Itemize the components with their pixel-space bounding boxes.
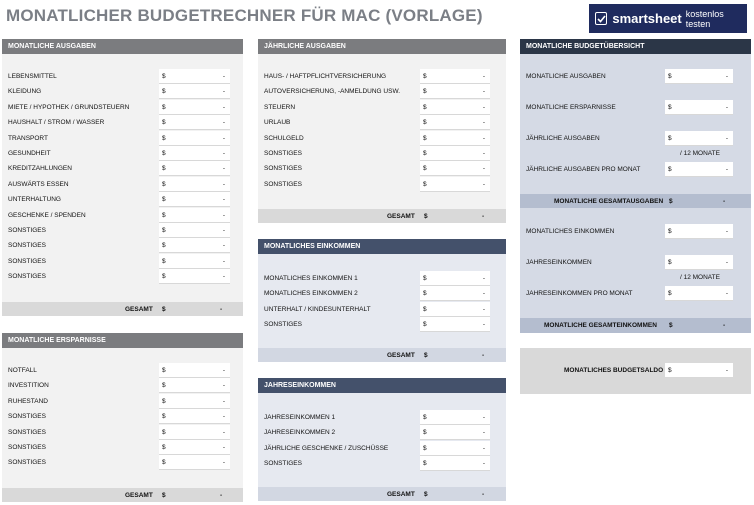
amount-value: - [222, 459, 225, 467]
row-label: SONSTIGES [264, 165, 302, 173]
row-label: AUSWÄRTS ESSEN [8, 180, 69, 188]
list-item [258, 146, 506, 161]
amount-cell[interactable] [159, 161, 230, 176]
amount-value: - [222, 257, 225, 265]
amount-value: - [482, 429, 485, 437]
row-label: SONSTIGES [264, 460, 302, 468]
list-item [258, 271, 506, 286]
currency-symbol: $ [424, 352, 428, 359]
currency-symbol: $ [423, 321, 427, 329]
list-item [258, 456, 506, 471]
list-item [2, 161, 243, 176]
row-label: GESUNDHEIT [8, 150, 51, 157]
currency-symbol: $ [669, 322, 673, 329]
budget-balance-cell[interactable] [665, 363, 733, 378]
currency-symbol: $ [423, 88, 427, 96]
currency-symbol: $ [162, 257, 166, 265]
total-label: MONATLICHE GESAMTAUSGABEN [554, 198, 664, 205]
checkmark-icon [595, 12, 607, 25]
amount-value: - [482, 414, 485, 421]
list-item [2, 409, 243, 424]
monthly-savings-panel [2, 333, 243, 503]
currency-symbol: $ [423, 460, 427, 468]
amount-cell[interactable] [420, 131, 490, 146]
amount-value: - [222, 134, 225, 142]
monthly-expenses-panel [2, 39, 243, 317]
amount-cell[interactable] [665, 224, 733, 239]
list-item [2, 254, 243, 269]
row-label: URLAUB [264, 119, 291, 127]
amount-cell[interactable] [420, 425, 490, 440]
monthly-income-heading: MONATLICHES EINKOMMEN [258, 239, 506, 254]
total-label: GESAMT [387, 491, 415, 498]
amount-cell[interactable] [665, 286, 733, 301]
total-label: MONATLICHE GESAMTEINKOMMEN [544, 322, 657, 329]
amount-cell[interactable] [159, 394, 230, 409]
budget-overview-heading: MONATLICHE BUDGETÜBERSICHT [520, 39, 751, 54]
amount-value: - [222, 73, 225, 80]
amount-cell[interactable] [159, 115, 230, 130]
currency-symbol: $ [423, 180, 427, 188]
per-12-months-note: / 12 MONATE [680, 274, 720, 281]
currency-symbol: $ [423, 165, 427, 173]
amount-cell[interactable] [159, 100, 230, 115]
amount-cell[interactable] [159, 223, 230, 238]
amount-cell[interactable] [420, 456, 490, 471]
amount-cell[interactable] [665, 131, 733, 146]
amount-value: - [725, 367, 728, 374]
currency-symbol: $ [162, 492, 166, 499]
amount-value: - [482, 134, 485, 142]
currency-symbol: $ [423, 290, 427, 298]
amount-value: - [222, 273, 225, 281]
amount-cell[interactable] [665, 69, 733, 84]
currency-symbol: $ [162, 367, 166, 374]
row-label: JAHRESEINKOMMEN 1 [264, 414, 336, 421]
currency-symbol: $ [423, 444, 427, 452]
overview-row [520, 286, 751, 301]
currency-symbol: $ [423, 73, 427, 80]
amount-value: - [222, 242, 225, 250]
currency-symbol: $ [162, 444, 166, 451]
amount-cell[interactable] [159, 238, 230, 253]
amount-value: - [222, 382, 225, 390]
row-label: STEUERN [264, 103, 296, 111]
currency-symbol: $ [162, 459, 166, 467]
monthly-savings-heading: MONATLICHE ERSPARNISSE [2, 333, 243, 348]
amount-cell[interactable] [159, 254, 230, 269]
list-item [258, 84, 506, 99]
amount-cell[interactable] [159, 378, 230, 393]
list-item [2, 269, 243, 284]
currency-symbol: $ [424, 213, 428, 220]
list-item [2, 223, 243, 238]
monthly-income-panel [258, 239, 506, 363]
amount-cell[interactable] [159, 84, 230, 99]
list-item [258, 115, 506, 130]
currency-symbol: $ [162, 103, 166, 111]
amount-value: - [222, 227, 225, 234]
annual-income-panel [258, 378, 506, 502]
amount-cell[interactable] [420, 146, 490, 161]
amount-value: - [482, 119, 485, 127]
amount-cell[interactable] [420, 69, 490, 84]
total-label: GESAMT [125, 306, 153, 313]
total-label: GESAMT [387, 213, 415, 220]
list-item [258, 425, 506, 440]
amount-cell[interactable] [420, 410, 490, 425]
currency-symbol: $ [162, 134, 166, 142]
total-value: - [482, 352, 485, 359]
row-label: MONATLICHES EINKOMMEN [526, 228, 615, 235]
currency-symbol: $ [668, 104, 672, 111]
amount-cell[interactable] [665, 100, 733, 115]
total-value: - [482, 213, 485, 220]
currency-symbol: $ [423, 305, 427, 313]
currency-symbol: $ [669, 198, 673, 205]
list-item [2, 146, 243, 161]
amount-cell[interactable] [420, 161, 490, 176]
amount-value: - [222, 165, 225, 173]
row-label: JAHRESEINKOMMEN PRO MONAT [526, 290, 633, 297]
annual-expenses-total-row [258, 209, 506, 223]
currency-symbol: $ [162, 413, 166, 421]
budget-balance-label: MONATLICHES BUDGETSALDO [564, 367, 664, 374]
list-item [2, 208, 243, 223]
currency-symbol: $ [162, 73, 166, 80]
budget-overview-panel [520, 39, 751, 333]
currency-symbol: $ [423, 103, 427, 111]
currency-symbol: $ [162, 428, 166, 436]
row-label: SONSTIGES [264, 180, 302, 188]
monthly-expenses-heading: MONATLICHE AUSGABEN [2, 39, 243, 54]
currency-symbol: $ [162, 211, 166, 219]
amount-cell[interactable] [420, 84, 490, 99]
total-value: - [220, 306, 223, 313]
list-item [2, 69, 243, 84]
amount-cell[interactable] [159, 409, 230, 424]
amount-cell[interactable] [159, 177, 230, 192]
annual-income-heading: JAHRESEINKOMMEN [258, 378, 506, 393]
total-value: - [723, 322, 726, 329]
amount-cell[interactable] [159, 208, 230, 223]
annual-expenses-heading: JÄHRLICHE AUSGABEN [258, 39, 506, 54]
amount-value: - [222, 413, 225, 421]
brand-name: smartsheet [612, 11, 682, 26]
amount-value: - [222, 196, 225, 204]
row-label: SONSTIGES [8, 428, 46, 436]
row-label: LEBENSMITTEL [8, 73, 57, 80]
overview-row [520, 224, 751, 239]
row-label: SONSTIGES [8, 257, 46, 265]
currency-symbol: $ [423, 414, 427, 421]
overview-row [520, 162, 751, 177]
monthly-income-total-row [258, 348, 506, 362]
amount-value: - [482, 460, 485, 468]
row-label: JAHRESEINKOMMEN 2 [264, 429, 336, 437]
row-label: SONSTIGES [8, 273, 46, 281]
currency-symbol: $ [668, 166, 672, 173]
currency-symbol: $ [668, 228, 672, 235]
amount-value: - [482, 275, 485, 282]
amount-cell[interactable] [159, 440, 230, 455]
amount-cell[interactable] [420, 115, 490, 130]
list-item [258, 161, 506, 176]
row-label: KLEIDUNG [8, 88, 42, 96]
overview-row [520, 131, 751, 146]
amount-cell[interactable] [159, 425, 230, 440]
annual-income-total-row [258, 487, 506, 501]
row-label: MONATLICHE AUSGABEN [526, 73, 606, 80]
amount-cell[interactable] [159, 363, 230, 378]
amount-value: - [222, 367, 225, 374]
amount-value: - [725, 259, 728, 266]
currency-symbol: $ [162, 165, 166, 173]
currency-symbol: $ [162, 273, 166, 281]
amount-value: - [725, 73, 728, 80]
row-label: HAUSHALT / STROM / WASSER [8, 119, 105, 127]
row-label: TRANSPORT [8, 134, 48, 142]
row-label: UNTERHALT / KINDESUNTERHALT [264, 305, 371, 313]
currency-symbol: $ [162, 306, 166, 313]
currency-symbol: $ [162, 242, 166, 250]
row-label: MONATLICHES EINKOMMEN 2 [264, 290, 358, 298]
list-item [2, 425, 243, 440]
amount-value: - [725, 290, 728, 297]
list-item [258, 177, 506, 192]
amount-cell[interactable] [159, 192, 230, 207]
total-label: GESAMT [387, 352, 415, 359]
amount-value: - [482, 150, 485, 157]
amount-value: - [482, 305, 485, 313]
row-label: SONSTIGES [8, 242, 46, 250]
row-label: SONSTIGES [264, 321, 302, 329]
row-label: JÄHRLICHE AUSGABEN [526, 135, 600, 142]
currency-symbol: $ [668, 259, 672, 266]
list-item [2, 455, 243, 470]
amount-cell[interactable] [420, 317, 490, 332]
amount-value: - [482, 444, 485, 452]
currency-symbol: $ [162, 119, 166, 127]
row-label: SONSTIGES [8, 444, 46, 451]
row-label: UNTERHALTUNG [8, 196, 61, 204]
amount-value: - [222, 428, 225, 436]
row-label: HAUS- / HAFTPFLICHTVERSICHERUNG [264, 73, 387, 80]
row-label: SONSTIGES [8, 227, 46, 234]
amount-cell[interactable] [420, 441, 490, 456]
amount-value: - [725, 166, 728, 173]
row-label: SONSTIGES [8, 413, 46, 421]
amount-cell[interactable] [420, 177, 490, 192]
row-label: RUHESTAND [8, 397, 48, 405]
currency-symbol: $ [423, 150, 427, 157]
amount-value: - [725, 228, 728, 235]
row-label: MIETE / HYPOTHEK / GRUNDSTEUERN [8, 103, 130, 111]
row-label: INVESTITION [8, 382, 49, 390]
currency-symbol: $ [162, 227, 166, 234]
overview-row [520, 100, 751, 115]
row-label: SONSTIGES [8, 459, 46, 467]
amount-value: - [482, 321, 485, 329]
currency-symbol: $ [423, 119, 427, 127]
list-item [2, 84, 243, 99]
amount-value: - [482, 73, 485, 80]
list-item [258, 100, 506, 115]
list-item [2, 440, 243, 455]
currency-symbol: $ [162, 196, 166, 204]
budget-balance-panel [520, 348, 751, 394]
amount-value: - [222, 88, 225, 96]
row-label: NOTFALL [8, 367, 37, 374]
currency-symbol: $ [668, 135, 672, 142]
amount-cell[interactable] [420, 271, 490, 286]
amount-value: - [482, 165, 485, 173]
row-label: GESCHENKE / SPENDEN [8, 211, 86, 219]
row-label: MONATLICHES EINKOMMEN 1 [264, 275, 358, 282]
currency-symbol: $ [423, 429, 427, 437]
row-label: JÄHRLICHE GESCHENKE / ZUSCHÜSSE [264, 444, 389, 452]
list-item [2, 363, 243, 378]
amount-value: - [222, 397, 225, 405]
currency-symbol: $ [423, 275, 427, 282]
total-monthly-expenses-row [520, 194, 751, 208]
monthly-savings-total-row [2, 488, 243, 502]
list-item [2, 115, 243, 130]
amount-value: - [222, 211, 225, 219]
amount-cell[interactable] [665, 162, 733, 177]
amount-value: - [482, 88, 485, 96]
list-item [2, 192, 243, 207]
amount-cell[interactable] [159, 455, 230, 470]
list-item [258, 131, 506, 146]
amount-value: - [725, 104, 728, 111]
currency-symbol: $ [162, 88, 166, 96]
list-item [2, 100, 243, 115]
brand-cta: kostenlos testen [685, 8, 724, 29]
list-item [258, 410, 506, 425]
row-label: AUTOVERSICHERUNG, -ANMELDUNG USW. [264, 88, 401, 96]
total-monthly-income-row [520, 318, 751, 333]
row-label: SONSTIGES [264, 150, 302, 157]
total-value: - [482, 491, 485, 498]
amount-cell[interactable] [665, 255, 733, 270]
list-item [258, 302, 506, 317]
row-label: SCHULGELD [264, 134, 304, 142]
currency-symbol: $ [162, 382, 166, 390]
page-title: MONATLICHER BUDGETRECHNER FÜR MAC (VORLAGE) [6, 6, 483, 25]
overview-row [520, 255, 751, 270]
list-item [2, 238, 243, 253]
amount-cell[interactable] [159, 69, 230, 84]
amount-value: - [482, 290, 485, 298]
amount-value: - [482, 103, 485, 111]
per-12-months-note: / 12 MONATE [680, 150, 720, 157]
row-label: JÄHRLICHE AUSGABEN PRO MONAT [526, 166, 641, 173]
amount-value: - [222, 119, 225, 127]
total-value: - [220, 492, 223, 499]
currency-symbol: $ [668, 290, 672, 297]
monthly-expenses-total-row [2, 302, 243, 316]
list-item [2, 131, 243, 146]
amount-cell[interactable] [420, 100, 490, 115]
amount-cell[interactable] [420, 302, 490, 317]
currency-symbol: $ [668, 73, 672, 80]
amount-value: - [482, 180, 485, 188]
list-item [258, 317, 506, 332]
overview-row [520, 69, 751, 84]
total-value: - [723, 198, 726, 205]
row-label: JAHRESEINKOMMEN [526, 259, 592, 266]
list-item [2, 177, 243, 192]
currency-symbol: $ [668, 367, 672, 374]
list-item [258, 441, 506, 456]
amount-value: - [222, 444, 225, 451]
amount-cell[interactable] [159, 269, 230, 284]
currency-symbol: $ [162, 397, 166, 405]
amount-value: - [222, 103, 225, 111]
list-item [2, 378, 243, 393]
currency-symbol: $ [424, 491, 428, 498]
currency-symbol: $ [423, 134, 427, 142]
list-item [258, 286, 506, 301]
annual-expenses-panel [258, 39, 506, 224]
amount-value: - [222, 150, 225, 157]
total-label: GESAMT [125, 492, 153, 499]
smartsheet-trial-button[interactable] [589, 4, 747, 33]
amount-cell[interactable] [159, 131, 230, 146]
row-label: MONATLICHE ERSPARNISSE [526, 104, 616, 111]
currency-symbol: $ [162, 150, 166, 157]
list-item [2, 394, 243, 409]
row-label: KREDITZAHLUNGEN [8, 165, 72, 173]
list-item [258, 69, 506, 84]
amount-value: - [725, 135, 728, 142]
currency-symbol: $ [162, 180, 166, 188]
amount-value: - [222, 180, 225, 188]
amount-cell[interactable] [159, 146, 230, 161]
amount-cell[interactable] [420, 286, 490, 301]
